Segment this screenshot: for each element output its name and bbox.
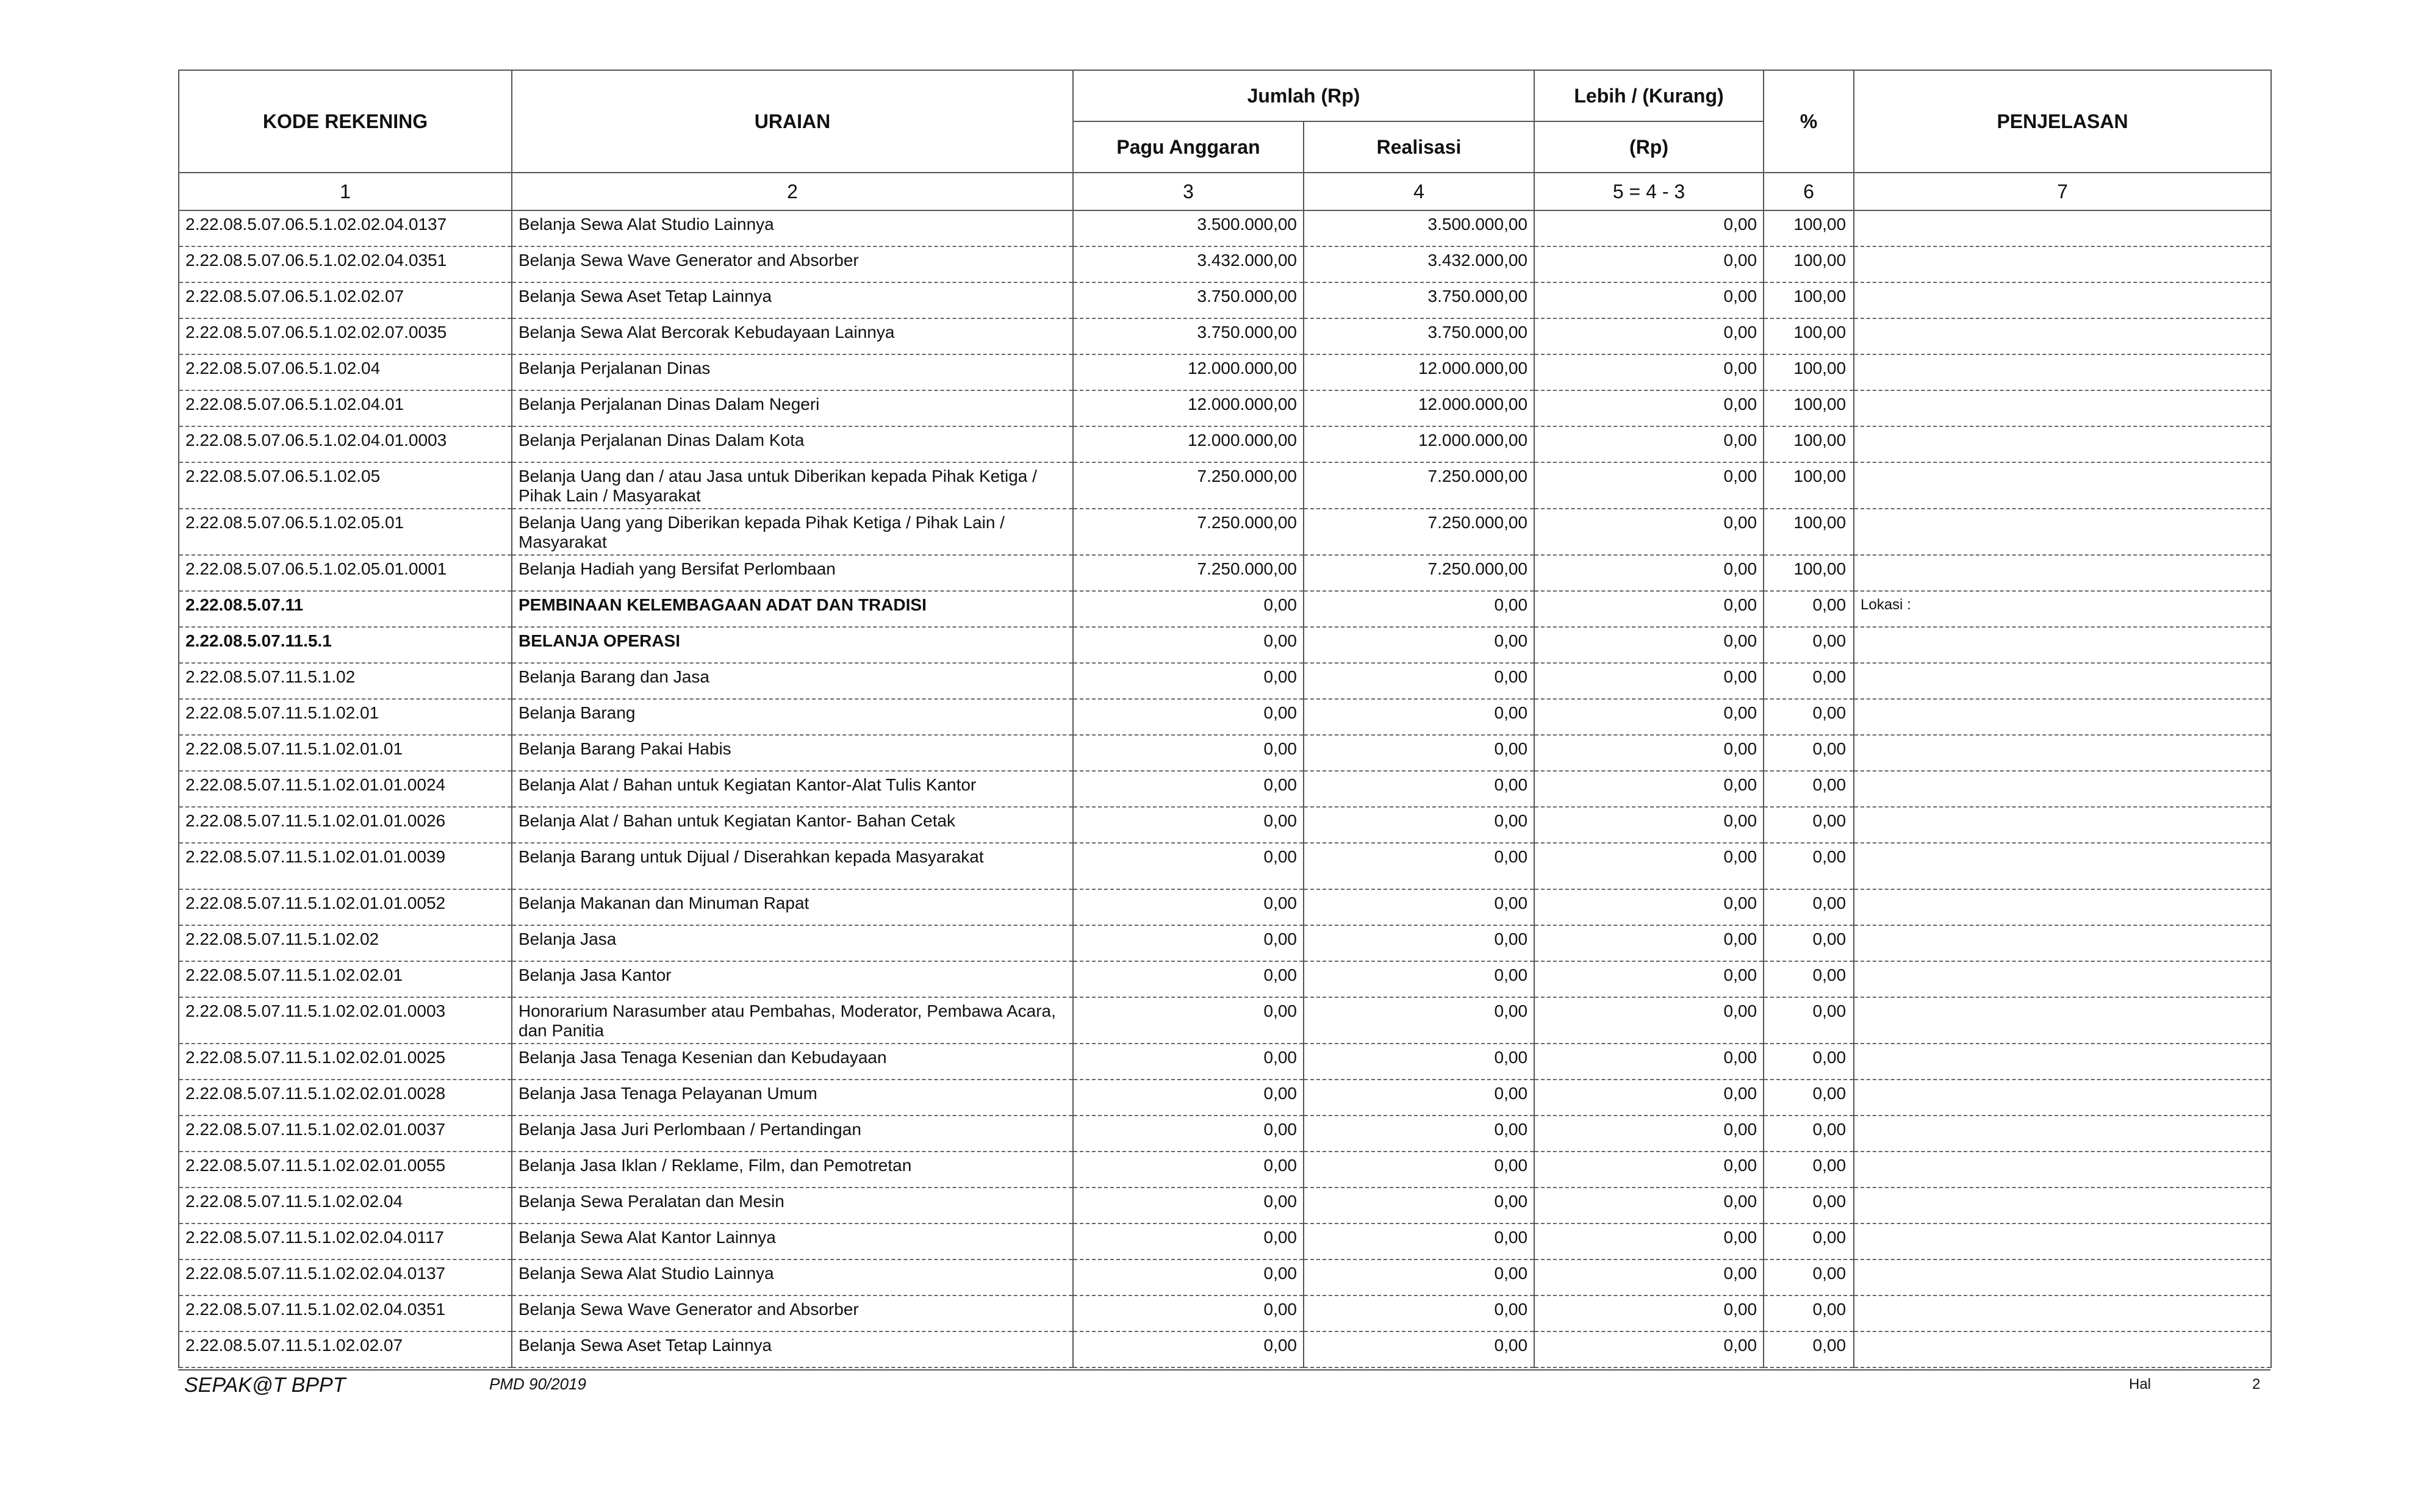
header-jumlah: Jumlah (Rp) [1073,70,1534,121]
footer-app-name: SEPAK@T BPPT [184,1374,346,1397]
percent-cell: 0,00 [1764,735,1854,771]
realization-cell: 0,00 [1304,1116,1534,1152]
account-code-cell: 2.22.08.5.07.06.5.1.02.05.01.0001 [179,555,512,591]
explanation-cell [1854,843,2271,889]
table-row [179,1152,2271,1188]
percent-cell: 100,00 [1764,509,1854,555]
footer-page-number: 2 [2252,1376,2261,1392]
budget-cell: 0,00 [1073,1259,1304,1295]
account-code-cell: 2.22.08.5.07.11.5.1.02.02.04.0351 [179,1295,512,1331]
explanation-cell [1854,1259,2271,1295]
column-number: 3 [1073,173,1304,210]
column-number: 7 [1854,173,2271,210]
realization-cell: 0,00 [1304,591,1534,627]
budget-cell: 0,00 [1073,627,1304,663]
description-cell: Belanja Barang untuk Dijual / Diserahkan kepada Masyarakat [512,843,1073,889]
explanation-cell [1854,997,2271,1044]
budget-cell: 0,00 [1073,1331,1304,1367]
realization-cell: 0,00 [1304,735,1534,771]
account-code-cell: 2.22.08.5.07.06.5.1.02.04.01.0003 [179,426,512,462]
explanation-cell [1854,354,2271,390]
header-penjelasan: PENJELASAN [1854,70,2271,173]
description-cell: Belanja Alat / Bahan untuk Kegiatan Kantor- Bahan Cetak [512,807,1073,843]
realization-cell: 7.250.000,00 [1304,509,1534,555]
percent-cell: 0,00 [1764,1259,1854,1295]
table-row [179,462,2271,509]
footer-divider [178,1369,2270,1370]
budget-cell: 0,00 [1073,1044,1304,1080]
realization-cell: 0,00 [1304,807,1534,843]
difference-cell: 0,00 [1534,889,1764,925]
description-cell: Belanja Jasa Kantor [512,961,1073,997]
table-row [179,1080,2271,1116]
table-row [179,925,2271,961]
report-sheet [178,70,2270,1368]
percent-cell: 0,00 [1764,1152,1854,1188]
percent-cell: 100,00 [1764,318,1854,354]
column-number: 1 [179,173,512,210]
description-cell: Belanja Jasa Tenaga Kesenian dan Kebudayaan [512,1044,1073,1080]
realization-cell: 0,00 [1304,1331,1534,1367]
description-cell: PEMBINAAN KELEMBAGAAN ADAT DAN TRADISI [512,591,1073,627]
account-code-cell: 2.22.08.5.07.06.5.1.02.02.04.0137 [179,210,512,246]
realization-cell: 0,00 [1304,925,1534,961]
realization-cell: 3.750.000,00 [1304,282,1534,318]
explanation-cell [1854,735,2271,771]
description-cell: Belanja Sewa Aset Tetap Lainnya [512,282,1073,318]
budget-cell: 0,00 [1073,1295,1304,1331]
explanation-cell [1854,771,2271,807]
difference-cell: 0,00 [1534,843,1764,889]
difference-cell: 0,00 [1534,1224,1764,1259]
explanation-cell [1854,210,2271,246]
percent-cell: 100,00 [1764,282,1854,318]
percent-cell: 100,00 [1764,246,1854,282]
explanation-cell [1854,699,2271,735]
difference-cell: 0,00 [1534,807,1764,843]
account-code-cell: 2.22.08.5.07.11.5.1 [179,627,512,663]
realization-cell: 12.000.000,00 [1304,426,1534,462]
difference-cell: 0,00 [1534,318,1764,354]
percent-cell: 100,00 [1764,210,1854,246]
account-code-cell: 2.22.08.5.07.11.5.1.02.02.01.0003 [179,997,512,1044]
table-row [179,1044,2271,1080]
description-cell: Belanja Sewa Peralatan dan Mesin [512,1188,1073,1224]
difference-cell: 0,00 [1534,1295,1764,1331]
realization-cell: 7.250.000,00 [1304,462,1534,509]
header-persen: % [1764,70,1854,173]
description-cell: Belanja Barang Pakai Habis [512,735,1073,771]
explanation-cell [1854,1116,2271,1152]
percent-cell: 0,00 [1764,771,1854,807]
table-row [179,735,2271,771]
account-code-cell: 2.22.08.5.07.11.5.1.02.02.01.0028 [179,1080,512,1116]
explanation-cell [1854,925,2271,961]
description-cell: Belanja Jasa Iklan / Reklame, Film, dan Pemotretan [512,1152,1073,1188]
percent-cell: 0,00 [1764,889,1854,925]
description-cell: Belanja Sewa Wave Generator and Absorber [512,246,1073,282]
budget-cell: 7.250.000,00 [1073,462,1304,509]
table-row [179,699,2271,735]
account-code-cell: 2.22.08.5.07.11 [179,591,512,627]
explanation-cell [1854,318,2271,354]
explanation-cell [1854,555,2271,591]
table-row [179,354,2271,390]
description-cell: BELANJA OPERASI [512,627,1073,663]
realization-cell: 0,00 [1304,843,1534,889]
realization-cell: 0,00 [1304,699,1534,735]
description-cell: Belanja Makanan dan Minuman Rapat [512,889,1073,925]
account-code-cell: 2.22.08.5.07.11.5.1.02.02.04.0117 [179,1224,512,1259]
budget-cell: 0,00 [1073,1080,1304,1116]
percent-cell: 0,00 [1764,699,1854,735]
budget-cell: 3.500.000,00 [1073,210,1304,246]
budget-cell: 0,00 [1073,961,1304,997]
percent-cell: 0,00 [1764,1116,1854,1152]
account-code-cell: 2.22.08.5.07.11.5.1.02.01.01.0024 [179,771,512,807]
budget-cell: 0,00 [1073,1188,1304,1224]
realization-cell: 0,00 [1304,1044,1534,1080]
account-code-cell: 2.22.08.5.07.06.5.1.02.02.07 [179,282,512,318]
description-cell: Belanja Jasa [512,925,1073,961]
table-row [179,390,2271,426]
explanation-cell [1854,390,2271,426]
percent-cell: 0,00 [1764,807,1854,843]
budget-cell: 12.000.000,00 [1073,390,1304,426]
description-cell: Belanja Jasa Juri Perlombaan / Pertandingan [512,1116,1073,1152]
explanation-cell [1854,663,2271,699]
table-row [179,1188,2271,1224]
explanation-cell [1854,1224,2271,1259]
difference-cell: 0,00 [1534,210,1764,246]
percent-cell: 0,00 [1764,961,1854,997]
description-cell: Belanja Sewa Aset Tetap Lainnya [512,1331,1073,1367]
explanation-cell [1854,807,2271,843]
realization-cell: 0,00 [1304,1259,1534,1295]
description-cell: Belanja Sewa Alat Kantor Lainnya [512,1224,1073,1259]
difference-cell: 0,00 [1534,961,1764,997]
difference-cell: 0,00 [1534,390,1764,426]
header-uraian: URAIAN [512,70,1073,173]
account-code-cell: 2.22.08.5.07.11.5.1.02.01.01.0039 [179,843,512,889]
percent-cell: 0,00 [1764,1295,1854,1331]
description-cell: Belanja Hadiah yang Bersifat Perlombaan [512,555,1073,591]
realization-cell: 7.250.000,00 [1304,555,1534,591]
table-row [179,246,2271,282]
realization-cell: 0,00 [1304,663,1534,699]
description-cell: Belanja Sewa Alat Studio Lainnya [512,210,1073,246]
budget-cell: 0,00 [1073,1116,1304,1152]
explanation-cell [1854,509,2271,555]
percent-cell: 100,00 [1764,354,1854,390]
description-cell: Belanja Sewa Alat Studio Lainnya [512,1259,1073,1295]
header-kode-rekening: KODE REKENING [179,70,512,173]
explanation-cell [1854,1331,2271,1367]
percent-cell: 0,00 [1764,925,1854,961]
realization-cell: 12.000.000,00 [1304,390,1534,426]
realization-cell: 0,00 [1304,961,1534,997]
account-code-cell: 2.22.08.5.07.11.5.1.02.02.01 [179,961,512,997]
difference-cell: 0,00 [1534,591,1764,627]
difference-cell: 0,00 [1534,1331,1764,1367]
difference-cell: 0,00 [1534,663,1764,699]
budget-cell: 3.750.000,00 [1073,282,1304,318]
account-code-cell: 2.22.08.5.07.11.5.1.02.02 [179,925,512,961]
column-number: 2 [512,173,1073,210]
table-row [179,663,2271,699]
description-cell: Belanja Uang dan / atau Jasa untuk Diberikan kepada Pihak Ketiga / Pihak Lain / Masyarakat [512,462,1073,509]
table-body [179,210,2271,1367]
header-realisasi: Realisasi [1304,121,1534,173]
table-row [179,555,2271,591]
footer-regulation: PMD 90/2019 [489,1375,586,1393]
percent-cell: 100,00 [1764,555,1854,591]
account-code-cell: 2.22.08.5.07.11.5.1.02.01.01.0026 [179,807,512,843]
explanation-cell [1854,1152,2271,1188]
table-row [179,843,2271,889]
difference-cell: 0,00 [1534,1116,1764,1152]
table-row [179,1224,2271,1259]
budget-cell: 0,00 [1073,591,1304,627]
percent-cell: 0,00 [1764,663,1854,699]
realization-cell: 0,00 [1304,1080,1534,1116]
difference-cell: 0,00 [1534,246,1764,282]
description-cell: Belanja Barang dan Jasa [512,663,1073,699]
percent-cell: 0,00 [1764,1044,1854,1080]
difference-cell: 0,00 [1534,1152,1764,1188]
table-row [179,318,2271,354]
description-cell: Belanja Jasa Tenaga Pelayanan Umum [512,1080,1073,1116]
description-cell: Belanja Uang yang Diberikan kepada Pihak Ketiga / Pihak Lain / Masyarakat [512,509,1073,555]
account-code-cell: 2.22.08.5.07.06.5.1.02.04.01 [179,390,512,426]
explanation-cell [1854,1044,2271,1080]
account-code-cell: 2.22.08.5.07.11.5.1.02.01 [179,699,512,735]
table-row [179,1295,2271,1331]
difference-cell: 0,00 [1534,1259,1764,1295]
account-code-cell: 2.22.08.5.07.11.5.1.02.02.01.0037 [179,1116,512,1152]
difference-cell: 0,00 [1534,627,1764,663]
explanation-cell [1854,1188,2271,1224]
description-cell: Belanja Perjalanan Dinas Dalam Negeri [512,390,1073,426]
table-row [179,426,2271,462]
percent-cell: 0,00 [1764,1331,1854,1367]
difference-cell: 0,00 [1534,354,1764,390]
percent-cell: 0,00 [1764,1188,1854,1224]
budget-cell: 7.250.000,00 [1073,509,1304,555]
budget-cell: 0,00 [1073,771,1304,807]
difference-cell: 0,00 [1534,925,1764,961]
budget-cell: 3.750.000,00 [1073,318,1304,354]
budget-cell: 12.000.000,00 [1073,426,1304,462]
realization-cell: 0,00 [1304,1224,1534,1259]
account-code-cell: 2.22.08.5.07.11.5.1.02.02.07 [179,1331,512,1367]
budget-cell: 0,00 [1073,699,1304,735]
account-code-cell: 2.22.08.5.07.11.5.1.02.02.04 [179,1188,512,1224]
account-code-cell: 2.22.08.5.07.11.5.1.02.01.01 [179,735,512,771]
account-code-cell: 2.22.08.5.07.11.5.1.02.02.01.0055 [179,1152,512,1188]
table-row [179,1259,2271,1295]
explanation-cell [1854,961,2271,997]
realization-cell: 0,00 [1304,627,1534,663]
column-number: 5 = 4 - 3 [1534,173,1764,210]
difference-cell: 0,00 [1534,509,1764,555]
budget-cell: 3.432.000,00 [1073,246,1304,282]
percent-cell: 0,00 [1764,843,1854,889]
explanation-cell [1854,889,2271,925]
realization-cell: 3.432.000,00 [1304,246,1534,282]
table-row [179,627,2271,663]
budget-cell: 0,00 [1073,1152,1304,1188]
account-code-cell: 2.22.08.5.07.06.5.1.02.04 [179,354,512,390]
difference-cell: 0,00 [1534,699,1764,735]
header-lebih-kurang: Lebih / (Kurang) [1534,70,1764,121]
description-cell: Belanja Sewa Alat Bercorak Kebudayaan Lainnya [512,318,1073,354]
percent-cell: 100,00 [1764,462,1854,509]
realization-cell: 3.500.000,00 [1304,210,1534,246]
budget-cell: 0,00 [1073,997,1304,1044]
account-code-cell: 2.22.08.5.07.06.5.1.02.05.01 [179,509,512,555]
table-row [179,210,2271,246]
account-code-cell: 2.22.08.5.07.11.5.1.02 [179,663,512,699]
explanation-cell [1854,1080,2271,1116]
percent-cell: 100,00 [1764,426,1854,462]
account-code-cell: 2.22.08.5.07.06.5.1.02.02.07.0035 [179,318,512,354]
realization-cell: 0,00 [1304,1295,1534,1331]
column-number: 6 [1764,173,1854,210]
table-row [179,771,2271,807]
difference-cell: 0,00 [1534,1188,1764,1224]
budget-realization-table [178,70,2272,1368]
difference-cell: 0,00 [1534,462,1764,509]
table-row [179,889,2271,925]
realization-cell: 0,00 [1304,997,1534,1044]
budget-cell: 0,00 [1073,807,1304,843]
realization-cell: 3.750.000,00 [1304,318,1534,354]
column-number: 4 [1304,173,1534,210]
table-row [179,997,2271,1044]
percent-cell: 0,00 [1764,627,1854,663]
difference-cell: 0,00 [1534,555,1764,591]
description-cell: Belanja Sewa Wave Generator and Absorber [512,1295,1073,1331]
account-code-cell: 2.22.08.5.07.06.5.1.02.02.04.0351 [179,246,512,282]
account-code-cell: 2.22.08.5.07.11.5.1.02.02.01.0025 [179,1044,512,1080]
table-row [179,591,2271,627]
difference-cell: 0,00 [1534,282,1764,318]
percent-cell: 0,00 [1764,591,1854,627]
description-cell: Belanja Perjalanan Dinas [512,354,1073,390]
header-pagu-anggaran: Pagu Anggaran [1073,121,1304,173]
explanation-cell [1854,246,2271,282]
budget-cell: 7.250.000,00 [1073,555,1304,591]
table-row [179,282,2271,318]
difference-cell: 0,00 [1534,997,1764,1044]
footer-page-label: Hal [2129,1376,2152,1392]
table-row [179,807,2271,843]
budget-cell: 0,00 [1073,889,1304,925]
table-row [179,509,2271,555]
description-cell: Belanja Barang [512,699,1073,735]
difference-cell: 0,00 [1534,771,1764,807]
table-row [179,1116,2271,1152]
budget-cell: 0,00 [1073,735,1304,771]
realization-cell: 0,00 [1304,1152,1534,1188]
budget-cell: 0,00 [1073,1224,1304,1259]
account-code-cell: 2.22.08.5.07.06.5.1.02.05 [179,462,512,509]
difference-cell: 0,00 [1534,426,1764,462]
table-row [179,961,2271,997]
realization-cell: 0,00 [1304,889,1534,925]
realization-cell: 12.000.000,00 [1304,354,1534,390]
budget-cell: 12.000.000,00 [1073,354,1304,390]
realization-cell: 0,00 [1304,1188,1534,1224]
percent-cell: 0,00 [1764,1224,1854,1259]
realization-cell: 0,00 [1304,771,1534,807]
explanation-cell [1854,627,2271,663]
budget-cell: 0,00 [1073,925,1304,961]
description-cell: Honorarium Narasumber atau Pembahas, Moderator, Pembawa Acara, dan Panitia [512,997,1073,1044]
description-cell: Belanja Perjalanan Dinas Dalam Kota [512,426,1073,462]
budget-cell: 0,00 [1073,843,1304,889]
percent-cell: 0,00 [1764,997,1854,1044]
account-code-cell: 2.22.08.5.07.11.5.1.02.02.04.0137 [179,1259,512,1295]
percent-cell: 0,00 [1764,1080,1854,1116]
table-row [179,1331,2271,1367]
explanation-cell: Lokasi : [1854,591,2271,627]
description-cell: Belanja Alat / Bahan untuk Kegiatan Kantor-Alat Tulis Kantor [512,771,1073,807]
explanation-cell [1854,426,2271,462]
header-rp: (Rp) [1534,121,1764,173]
account-code-cell: 2.22.08.5.07.11.5.1.02.01.01.0052 [179,889,512,925]
explanation-cell [1854,1295,2271,1331]
percent-cell: 100,00 [1764,390,1854,426]
explanation-cell [1854,282,2271,318]
budget-cell: 0,00 [1073,663,1304,699]
difference-cell: 0,00 [1534,735,1764,771]
difference-cell: 0,00 [1534,1080,1764,1116]
explanation-cell [1854,462,2271,509]
difference-cell: 0,00 [1534,1044,1764,1080]
